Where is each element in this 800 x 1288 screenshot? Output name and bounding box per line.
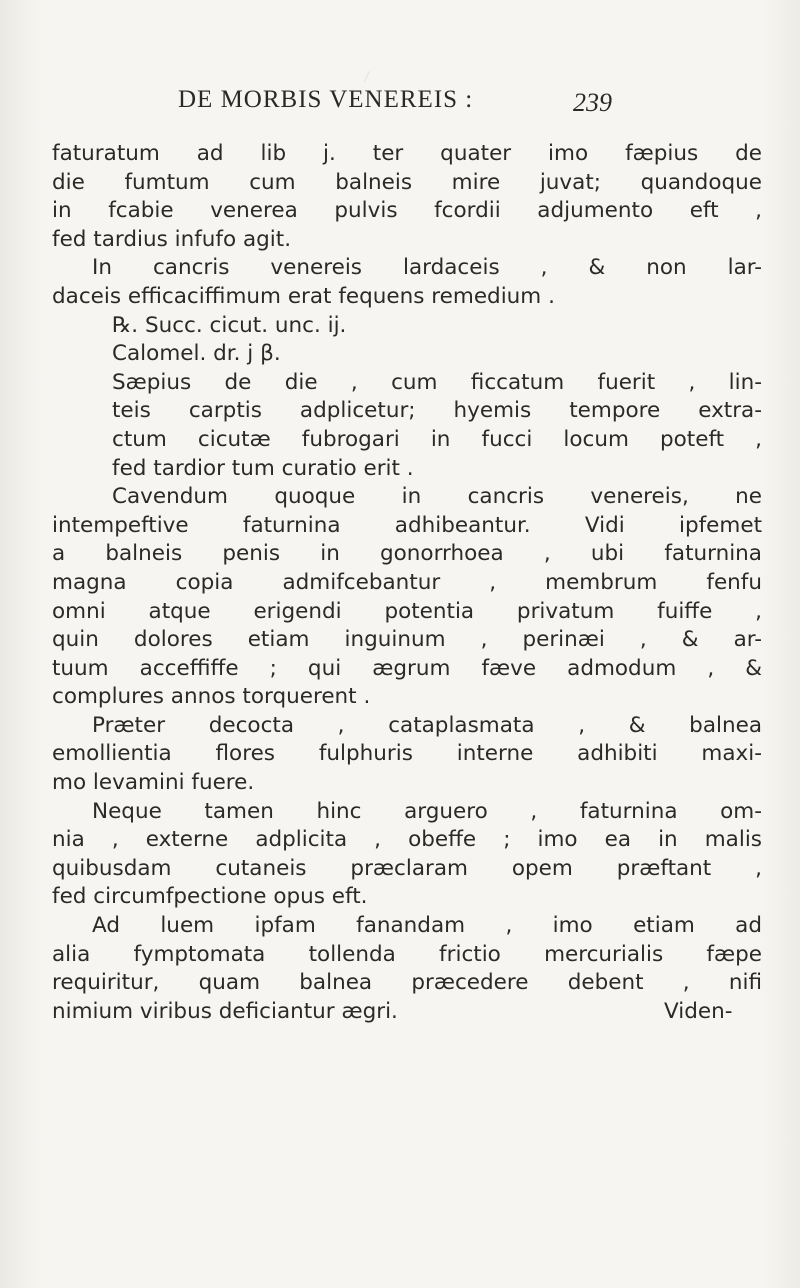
text-line: Cavendum quoque in cancris venereis, ne xyxy=(112,484,762,510)
text-line: fed tardius infufo agit. xyxy=(52,226,292,252)
page-number: 239 xyxy=(573,88,612,117)
text-line: quin dolores etiam inguinum , perinæi , & ar- xyxy=(52,627,762,653)
text-line xyxy=(52,998,762,1027)
text-line: fed circumfpectione opus eft. xyxy=(52,884,368,910)
text-line: a balneis penis in gonorrhoea , ubi faturnina xyxy=(52,541,762,567)
text-line: Calomel. dr. j β. xyxy=(112,341,281,367)
text-line: die fumtum cum balneis mire juvat; quandoque xyxy=(52,169,762,195)
text-line: omni atque erigendi potentia privatum fuiffe , xyxy=(52,598,762,624)
text-line: quibusdam cutaneis præclaram opem præftant , xyxy=(52,855,762,881)
text-line: Ad luem ipfam fanandam , imo etiam ad xyxy=(92,913,762,939)
text-line: tuum acceffiffe ; qui ægrum fæve admodum , & xyxy=(52,655,762,681)
text-line: ℞. Succ. cicut. unc. ij. xyxy=(112,312,347,338)
text-line: faturatum ad lib j. ter quater imo fæpius de xyxy=(52,141,762,166)
text-body xyxy=(52,140,762,1026)
text-line: fed tardior tum curatio erit . xyxy=(112,455,414,481)
running-title: DE MORBIS VENEREIS : xyxy=(178,86,474,113)
running-head xyxy=(0,86,800,122)
text-line: daceis efficaciffimum erat fequens remedium . xyxy=(52,283,555,309)
text-line: Neque tamen hinc arguero , faturnina om- xyxy=(92,798,762,824)
text-line: ctum cicutæ fubrogari in fucci locum poteft , xyxy=(112,426,762,452)
paper-mark xyxy=(364,71,375,85)
catchword: Viden- xyxy=(664,998,733,1024)
text-line: complures annos torquerent . xyxy=(52,684,371,710)
text-line: intempeftive faturnina adhibeantur. Vidi ipfemet xyxy=(52,512,762,538)
text-line: In cancris venereis lardaceis , & non lar- xyxy=(92,255,762,281)
text-line: emollientia flores fulphuris interne adhibiti maxi- xyxy=(52,741,762,767)
text-line: teis carptis adplicetur; hyemis tempore extra- xyxy=(112,398,762,424)
text-line: alia fymptomata tollenda frictio mercurialis fæpe xyxy=(52,941,762,967)
text-line-content: nimium viribus deficiantur ægri. xyxy=(52,998,398,1024)
text-line: magna copia admifcebantur , membrum fenfu xyxy=(52,569,762,595)
text-line: in fcabie venerea pulvis fcordii adjumento eft , xyxy=(52,198,762,224)
text-line: Sæpius de die , cum ficcatum fuerit , lin- xyxy=(112,369,762,395)
text-line: mo levamini fuere. xyxy=(52,770,255,796)
text-line: Præter decocta , cataplasmata , & balnea xyxy=(92,712,762,738)
text-line: requiritur, quam balnea præcedere debent , nifi xyxy=(52,970,762,996)
text-line: nia , externe adplicita , obeffe ; imo ea in malis xyxy=(52,827,762,853)
